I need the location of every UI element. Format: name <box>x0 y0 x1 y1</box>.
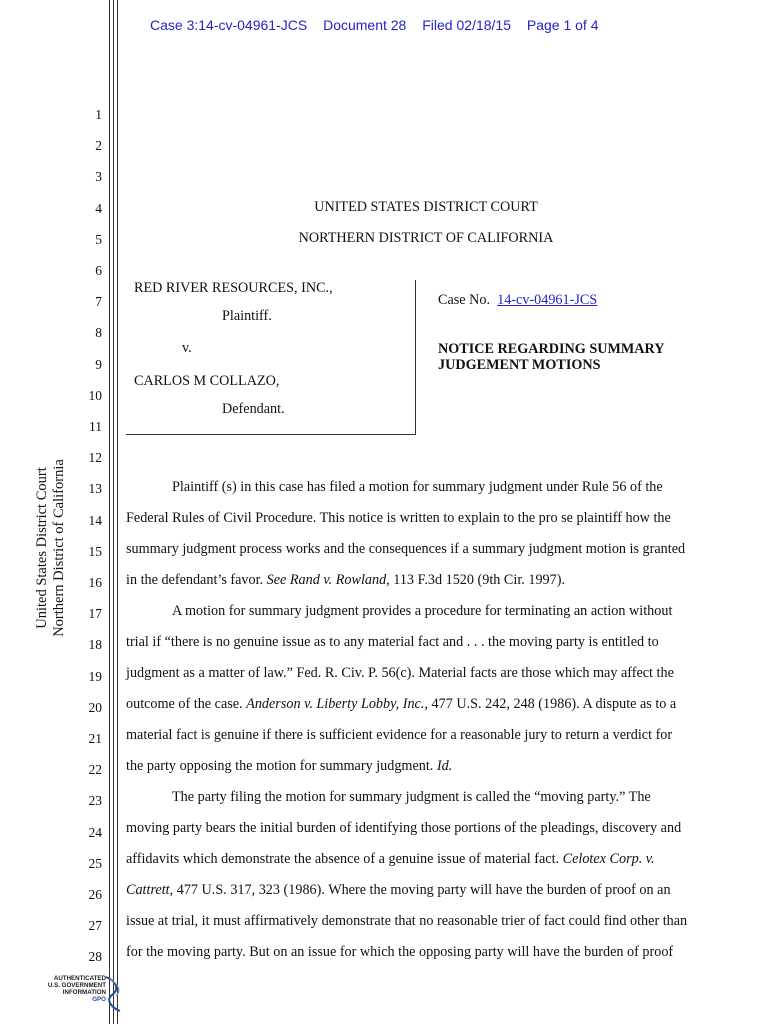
body-line-15: summary judgment process works and the consequences if a summary judgment motion is granted <box>126 541 686 557</box>
body-line-13: Plaintiff (s) in this case has filed a motion for summary judgment under Rule 56 of the <box>172 479 663 495</box>
line-number: 22 <box>88 762 102 778</box>
body-line-22-text: the party opposing the motion for summary judgment. <box>126 758 437 774</box>
line-number: 9 <box>95 356 102 372</box>
gpo-seal-line2: U.S. GOVERNMENT <box>47 982 106 989</box>
citation-rand: See Rand v. Rowland <box>266 572 387 588</box>
court-name: UNITED STATES DISTRICT COURT <box>314 199 538 215</box>
line-number: 2 <box>95 138 102 154</box>
gpo-seal-line1: AUTHENTICATED <box>53 975 106 982</box>
line-number: 28 <box>88 949 102 965</box>
line-number: 14 <box>88 512 102 528</box>
body-line-20 <box>126 696 676 712</box>
margin-rule-left-3 <box>117 0 118 1024</box>
caption-divider-horizontal <box>126 434 416 435</box>
line-number: 13 <box>88 481 102 497</box>
court-district: NORTHERN DISTRICT OF CALIFORNIA <box>298 230 554 246</box>
filing-header <box>150 17 611 33</box>
body-line-16-text: in the defendant’s favor. <box>126 572 267 588</box>
line-number: 15 <box>88 543 102 559</box>
margin-rule-left-2 <box>113 0 114 1024</box>
body-line-28: for the moving party. But on an issue for which the opposing party will have the burden of proof <box>126 944 674 960</box>
header-case-number: Case 3:14-cv-04961-JCS <box>150 17 308 33</box>
header-page-number: Page 1 of 4 <box>526 17 599 33</box>
line-number: 4 <box>95 200 102 216</box>
line-number: 25 <box>88 855 102 871</box>
body-line-24: moving party bears the initial burden of identifying those portions of the pleadings, discovery and <box>126 820 682 836</box>
body-line-16 <box>126 572 565 588</box>
citation-anderson: Anderson v. Liberty Lobby, Inc. <box>246 696 425 712</box>
line-number: 12 <box>88 450 102 466</box>
line-number: 8 <box>95 325 102 341</box>
versus: v. <box>182 340 192 356</box>
line-number: 17 <box>88 606 102 622</box>
header-document-number: Document 28 <box>323 17 407 33</box>
notice-title-line1: NOTICE REGARDING SUMMARY <box>438 341 665 357</box>
line-number: 7 <box>95 294 102 310</box>
line-number: 3 <box>95 169 102 185</box>
line-number: 26 <box>88 887 102 902</box>
plaintiff-name: RED RIVER RESOURCES, INC., <box>134 280 333 296</box>
eagle-icon <box>100 975 128 1015</box>
body-line-26-text: , 477 U.S. 317, 323 (1986). Where the moving party will have the burden of proof on an <box>169 882 671 898</box>
case-number <box>438 292 597 308</box>
side-court-line1: United States District Court <box>34 467 50 629</box>
line-number: 16 <box>88 575 102 590</box>
body-line-19: judgment as a matter of law.” Fed. R. Civ. P. 56(c). Material facts are those which may affect the <box>126 665 674 681</box>
case-number-link[interactable]: 14-cv-04961-JCS <box>497 292 598 308</box>
citation-cattrett: Cattrett <box>126 882 170 898</box>
line-number: 11 <box>89 419 102 434</box>
line-number: 23 <box>88 793 102 809</box>
line-number: 20 <box>88 699 102 715</box>
line-number: 19 <box>88 668 102 684</box>
body-line-20-text: outcome of the case. <box>126 696 247 712</box>
body-line-18: trial if “there is no genuine issue as to any material fact and . . . the moving party is entitled to <box>126 634 659 650</box>
body-line-25 <box>126 851 655 867</box>
line-number: 27 <box>88 918 102 934</box>
line-number: 1 <box>95 107 102 122</box>
body-line-20-cite: , 477 U.S. 242, 248 (1986). A dispute as to a <box>424 696 677 712</box>
body-line-17: A motion for summary judgment provides a procedure for terminating an action without <box>172 603 673 619</box>
body-line-27: issue at trial, it must affirmatively demonstrate that no reasonable trier of fact could find other than <box>126 913 688 929</box>
citation-id: Id. <box>436 758 453 774</box>
line-number: 10 <box>88 387 102 403</box>
header-filed-date: Filed 02/18/15 <box>422 17 511 33</box>
citation-celotex: Celotex Corp. v. <box>562 851 655 867</box>
line-number: 5 <box>95 231 102 247</box>
line-number: 21 <box>88 731 102 746</box>
caption-divider-vertical <box>415 280 416 434</box>
notice-title-line2: JUDGEMENT MOTIONS <box>438 357 601 373</box>
margin-rule-left-1 <box>109 0 110 1024</box>
defendant-name: CARLOS M COLLAZO, <box>134 373 280 389</box>
plaintiff-role: Plaintiff. <box>222 308 272 324</box>
line-number: 6 <box>95 263 102 278</box>
body-line-25-text: affidavits which demonstrate the absence of a genuine issue of material fact. <box>126 851 563 867</box>
body-line-21: material fact is genuine if there is sufficient evidence for a reasonable jury to return a verdict for <box>126 727 673 743</box>
gpo-seal-line4: GPO <box>92 996 106 1003</box>
gpo-authentication-seal <box>34 975 128 1015</box>
body-line-16-cite: , 113 F.3d 1520 (9th Cir. 1997). <box>386 572 566 588</box>
gpo-seal-line3: INFORMATION <box>62 989 106 996</box>
gpo-seal-text <box>34 975 106 1003</box>
line-number: 18 <box>88 637 102 653</box>
case-number-label: Case No. <box>438 292 491 308</box>
body-line-23: The party filing the motion for summary judgment is called the “moving party.” The <box>172 789 651 805</box>
side-court-line2: Northern District of California <box>51 459 67 637</box>
line-number: 24 <box>88 824 102 840</box>
body-line-14: Federal Rules of Civil Procedure. This notice is written to explain to the pro se plaintiff how the <box>126 510 671 526</box>
defendant-role: Defendant. <box>222 401 285 417</box>
body-line-22 <box>126 758 452 774</box>
body-line-26 <box>126 882 671 898</box>
